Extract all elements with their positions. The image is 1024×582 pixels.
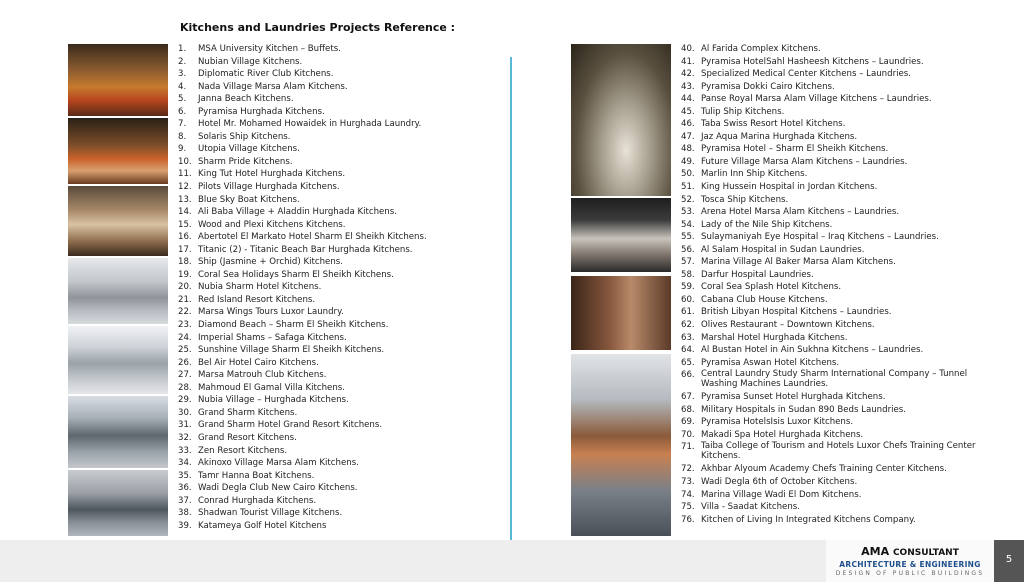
project-number: 29. [178,395,192,406]
project-number: 23. [178,320,192,331]
project-name: Grand Sharm Hotel Grand Resort Kitchens. [198,420,383,431]
project-number: 45. [681,106,695,117]
project-list-item [178,482,508,495]
project-number: 46. [681,119,695,130]
project-list-item [681,93,999,106]
project-list-item [681,294,999,307]
project-number: 7. [178,119,187,130]
project-name: Hotel Mr. Mohamed Howaidek in Hurghada Laundry. [198,119,422,130]
project-name: Pilots Village Hurghada Kitchens. [198,182,340,193]
project-list-item [178,394,508,407]
project-number: 73. [681,476,695,487]
project-name: Janna Beach Kitchens. [198,94,294,105]
project-name: Pyramisa HotelsIsis Luxor Kitchens. [701,417,854,428]
project-number: 72. [681,464,695,475]
project-number: 60. [681,294,695,305]
project-name: Diamond Beach – Sharm El Sheikh Kitchens. [198,320,389,331]
project-list-item [681,281,999,294]
project-number: 2. [178,56,187,67]
project-name: Tulip Ship Kitchens. [701,106,785,117]
project-name: Titanic (2) - Titanic Beach Bar Hurghada Kitchens. [198,244,413,255]
project-number: 66. [681,370,695,381]
project-name: Ship (Jasmine + Orchid) Kitchens. [198,257,343,268]
project-number: 27. [178,370,192,381]
project-list-item [681,256,999,269]
project-name: Pyramisa Aswan Hotel Kitchens. [701,357,840,368]
project-number: 15. [178,219,192,230]
project-list-item [681,81,999,94]
project-name: Central Laundry Study Sharm International Company – Tunnel Washing Machines Laundries. [701,369,968,389]
project-list-item [681,56,999,69]
project-name: Shadwan Tourist Village Kitchens. [198,508,343,519]
project-number: 31. [178,420,192,431]
project-list-item [178,131,508,144]
project-list-item [681,43,999,56]
project-number: 4. [178,81,187,92]
project-list-item [178,457,508,470]
project-name: Al Farida Complex Kitchens. [701,44,821,54]
project-number: 59. [681,282,695,293]
project-number: 37. [178,495,192,506]
project-name: Akhbar Alyoum Academy Chefs Training Center Kitchens. [701,464,947,475]
project-list-item [681,68,999,81]
project-list-item [681,156,999,169]
project-number: 53. [681,207,695,218]
project-name: Grand Sharm Kitchens. [198,407,298,418]
logo-name-rest: CONSULTANT [892,548,959,558]
project-name: Zen Resort Kitchens. [198,445,288,456]
project-list-item [681,219,999,232]
project-list-item [681,118,999,131]
project-name: Grand Resort Kitchens. [198,432,297,443]
project-list-item [681,501,999,514]
project-list-item [178,56,508,69]
project-name: Makadi Spa Hotel Hurghada Kitchens. [701,429,864,440]
kitchen-photo-4 [68,258,168,324]
project-name: Taba Swiss Resort Hotel Kitchens. [701,119,846,130]
project-name: Pyramisa Hurghada Kitchens. [198,106,325,117]
project-number: 26. [178,357,192,368]
project-name: Arena Hotel Marsa Alam Kitchens – Laundries. [701,207,900,218]
project-list-item [681,181,999,194]
project-list-item [178,43,508,56]
project-number: 51. [681,182,695,193]
project-list-item [178,344,508,357]
project-number: 40. [681,44,695,54]
project-number: 47. [681,131,695,142]
project-number: 13. [178,194,192,205]
project-list-item [681,106,999,119]
project-list-item [681,489,999,502]
project-number: 19. [178,269,192,280]
project-name: Diplomatic River Club Kitchens. [198,69,334,80]
logo-tagline: ARCHITECTURE & ENGINEERING [839,560,981,569]
project-number: 57. [681,257,695,268]
project-number: 67. [681,392,695,403]
project-list-item [178,294,508,307]
project-name: Marsa Wings Tours Luxor Laundry. [198,307,344,318]
project-number: 10. [178,156,192,167]
project-name: British Libyan Hospital Kitchens – Laundries. [701,307,892,318]
project-list-item [178,306,508,319]
project-name: Marina Village Wadi El Dom Kitchens. [701,489,862,500]
project-list-item [178,445,508,458]
project-name: Pyramisa Dokki Cairo Kitchens. [701,81,835,92]
project-number: 9. [178,144,187,155]
project-number: 28. [178,382,192,393]
project-list-item [178,143,508,156]
project-list-item [178,432,508,445]
page-title: Kitchens and Laundries Projects Reference : [180,21,456,34]
project-list-item [681,404,999,417]
kitchen-photo-8 [571,44,671,196]
project-name: Nada Village Marsa Alam Kitchens. [198,81,348,92]
project-number: 61. [681,307,695,318]
project-list-item [178,382,508,395]
project-number: 3. [178,69,187,80]
project-number: 14. [178,207,192,218]
project-list-item [178,357,508,370]
project-list-item [178,470,508,483]
project-name: Coral Sea Holidays Sharm El Sheikh Kitchens. [198,269,394,280]
project-name: Al Bustan Hotel in Ain Sukhna Kitchens – Laundries. [701,345,924,356]
kitchen-photo-6 [68,396,168,468]
project-name: Darfur Hospital Laundries. [701,269,814,280]
kitchen-photo-3 [68,186,168,256]
project-list-item [178,156,508,169]
project-number: 6. [178,106,187,117]
project-number: 12. [178,182,192,193]
project-name: Taiba College of Tourism and Hotels Luxor Chefs Training Center Kitchens. [701,441,976,461]
project-name: MSA University Kitchen – Buffets. [198,44,341,54]
project-list-item [681,206,999,219]
project-number: 39. [178,520,192,531]
project-list-item [178,507,508,520]
project-number: 62. [681,320,695,331]
project-list-item [178,319,508,332]
logo-name-bold: AMA [861,545,890,558]
project-number: 48. [681,144,695,155]
project-name: Al Salam Hospital in Sudan Laundries. [701,244,865,255]
project-name: Solaris Ship Kitchens. [198,131,291,142]
project-list-item [178,231,508,244]
project-number: 49. [681,156,695,167]
kitchen-photo-10 [571,276,671,350]
kitchen-photo-7 [68,470,168,536]
project-number: 5. [178,94,187,105]
project-name: Specialized Medical Center Kitchens – Laundries. [701,69,912,80]
project-number: 76. [681,514,695,525]
project-list-item [178,81,508,94]
project-list-item [178,269,508,282]
project-number: 35. [178,470,192,481]
project-name: Bel Air Hotel Cairo Kitchens. [198,357,319,368]
column-divider [510,57,512,541]
project-number: 33. [178,445,192,456]
project-list-item [178,256,508,269]
project-number: 64. [681,345,695,356]
project-number: 41. [681,56,695,67]
project-number: 38. [178,508,192,519]
project-name: Military Hospitals in Sudan 890 Beds Laundries. [701,404,907,415]
project-number: 69. [681,417,695,428]
project-number: 65. [681,357,695,368]
project-list-item [178,118,508,131]
project-name: Kitchen of Living In Integrated Kitchens Company. [701,514,916,525]
logo-name [826,545,994,558]
project-name: Akinoxo Village Marsa Alam Kitchens. [198,458,359,469]
project-list-item [681,143,999,156]
kitchen-photo-2 [68,118,168,184]
project-name: Wadi Degla 6th of October Kitchens. [701,476,858,487]
project-number: 21. [178,294,192,305]
project-name: Tosca Ship Kitchens. [701,194,789,205]
project-name: Sharm Pride Kitchens. [198,156,293,167]
project-name: Sunshine Village Sharm El Sheikh Kitchens. [198,345,385,356]
project-name: Nubia Sharm Hotel Kitchens. [198,282,322,293]
project-name: Pyramisa Sunset Hotel Hurghada Kitchens. [701,392,886,403]
project-name: Jaz Aqua Marina Hurghada Kitchens. [701,131,858,142]
project-list-item [681,231,999,244]
project-list-item [178,281,508,294]
project-number: 44. [681,94,695,105]
project-list-item [681,441,999,463]
project-list-item [681,344,999,357]
project-number: 18. [178,257,192,268]
project-name: Abertotel El Markato Hotel Sharm El Sheikh Kitchens. [198,232,427,243]
project-name: Conrad Hurghada Kitchens. [198,495,317,506]
project-name: Olives Restaurant – Downtown Kitchens. [701,320,875,331]
project-name: Future Village Marsa Alam Kitchens – Laundries. [701,156,908,167]
project-number: 43. [681,81,695,92]
project-name: Katameya Golf Hotel Kitchens [198,520,327,531]
project-list-item [178,181,508,194]
project-name: Marina Village Al Baker Marsa Alam Kitchens. [701,257,896,268]
project-number: 58. [681,269,695,280]
project-list-item [681,357,999,370]
project-number: 68. [681,404,695,415]
project-number: 30. [178,407,192,418]
project-list-item [681,476,999,489]
projects-list-right [681,43,999,526]
project-list-item [178,520,508,533]
project-number: 32. [178,432,192,443]
project-name: Wadi Degla Club New Cairo Kitchens. [198,483,358,494]
project-name: Tamr Hanna Boat Kitchens. [198,470,315,481]
project-list-item [681,369,999,391]
project-name: Marlin Inn Ship Kitchens. [701,169,808,180]
project-name: Sulaymaniyah Eye Hospital – Iraq Kitchens – Laundries. [701,232,939,243]
kitchen-photo-5 [68,326,168,394]
project-list-item [681,391,999,404]
project-number: 36. [178,483,192,494]
project-number: 24. [178,332,192,343]
project-name: King Hussein Hospital in Jordan Kitchens. [701,182,878,193]
project-list-item [178,168,508,181]
project-name: Pyramisa Hotel – Sharm El Sheikh Kitchens. [701,144,889,155]
project-list-item [681,429,999,442]
kitchen-photo-11 [571,354,671,536]
project-name: Villa - Saadat Kitchens. [701,502,801,513]
project-name: Pyramisa HotelSahl Hasheesh Kitchens – Laundries. [701,56,924,67]
project-number: 22. [178,307,192,318]
project-list-item [178,495,508,508]
project-number: 11. [178,169,192,180]
project-number: 25. [178,345,192,356]
project-number: 8. [178,131,187,142]
project-number: 50. [681,169,695,180]
project-list-item [178,106,508,119]
company-logo [826,540,994,582]
project-number: 16. [178,232,192,243]
project-name: Marshal Hotel Hurghada Kitchens. [701,332,848,343]
project-name: King Tut Hotel Hurghada Kitchens. [198,169,346,180]
projects-list-left [178,43,508,532]
project-number: 63. [681,332,695,343]
project-list-item [681,319,999,332]
project-number: 71. [681,442,695,453]
project-number: 74. [681,489,695,500]
project-number: 52. [681,194,695,205]
project-list-item [178,244,508,257]
project-name: Ali Baba Village + Aladdin Hurghada Kitchens. [198,207,397,218]
project-list-item [178,419,508,432]
project-number: 56. [681,244,695,255]
project-name: Wood and Plexi Kitchens Kitchens. [198,219,346,230]
project-list-item [178,194,508,207]
project-list-item [178,369,508,382]
project-name: Marsa Matrouh Club Kitchens. [198,370,327,381]
project-list-item [178,93,508,106]
project-list-item [681,269,999,282]
kitchen-photo-9 [571,198,671,272]
project-number: 34. [178,458,192,469]
project-number: 70. [681,429,695,440]
project-number: 20. [178,282,192,293]
page-number: 5 [994,540,1024,582]
project-name: Nubian Village Kitchens. [198,56,303,67]
project-name: Utopia Village Kitchens. [198,144,300,155]
project-number: 1. [178,44,187,54]
logo-subtitle: DESIGN OF PUBLIC BUILDINGS [835,570,985,577]
project-list-item [681,416,999,429]
project-list-item [681,306,999,319]
project-number: 55. [681,232,695,243]
project-list-item [681,194,999,207]
project-list-item [681,332,999,345]
project-name: Panse Royal Marsa Alam Village Kitchens – Laundries. [701,94,932,105]
project-list-item [681,514,999,527]
project-number: 75. [681,502,695,513]
project-number: 54. [681,219,695,230]
project-name: Coral Sea Splash Hotel Kitchens. [701,282,842,293]
project-name: Red Island Resort Kitchens. [198,294,316,305]
project-number: 42. [681,69,695,80]
project-list-item [681,463,999,476]
project-list-item [178,68,508,81]
project-list-item [178,206,508,219]
project-list-item [178,407,508,420]
project-name: Imperial Shams – Safaga Kitchens. [198,332,347,343]
project-name: Lady of the Nile Ship Kitchens. [701,219,833,230]
project-list-item [681,131,999,144]
project-name: Mahmoud El Gamal Villa Kitchens. [198,382,345,393]
project-list-item [178,219,508,232]
project-name: Cabana Club House Kitchens. [701,294,828,305]
project-name: Nubia Village – Hurghada Kitchens. [198,395,349,406]
project-name: Blue Sky Boat Kitchens. [198,194,300,205]
kitchen-photo-1 [68,44,168,116]
project-list-item [681,244,999,257]
project-list-item [178,332,508,345]
project-number: 17. [178,244,192,255]
project-list-item [681,168,999,181]
